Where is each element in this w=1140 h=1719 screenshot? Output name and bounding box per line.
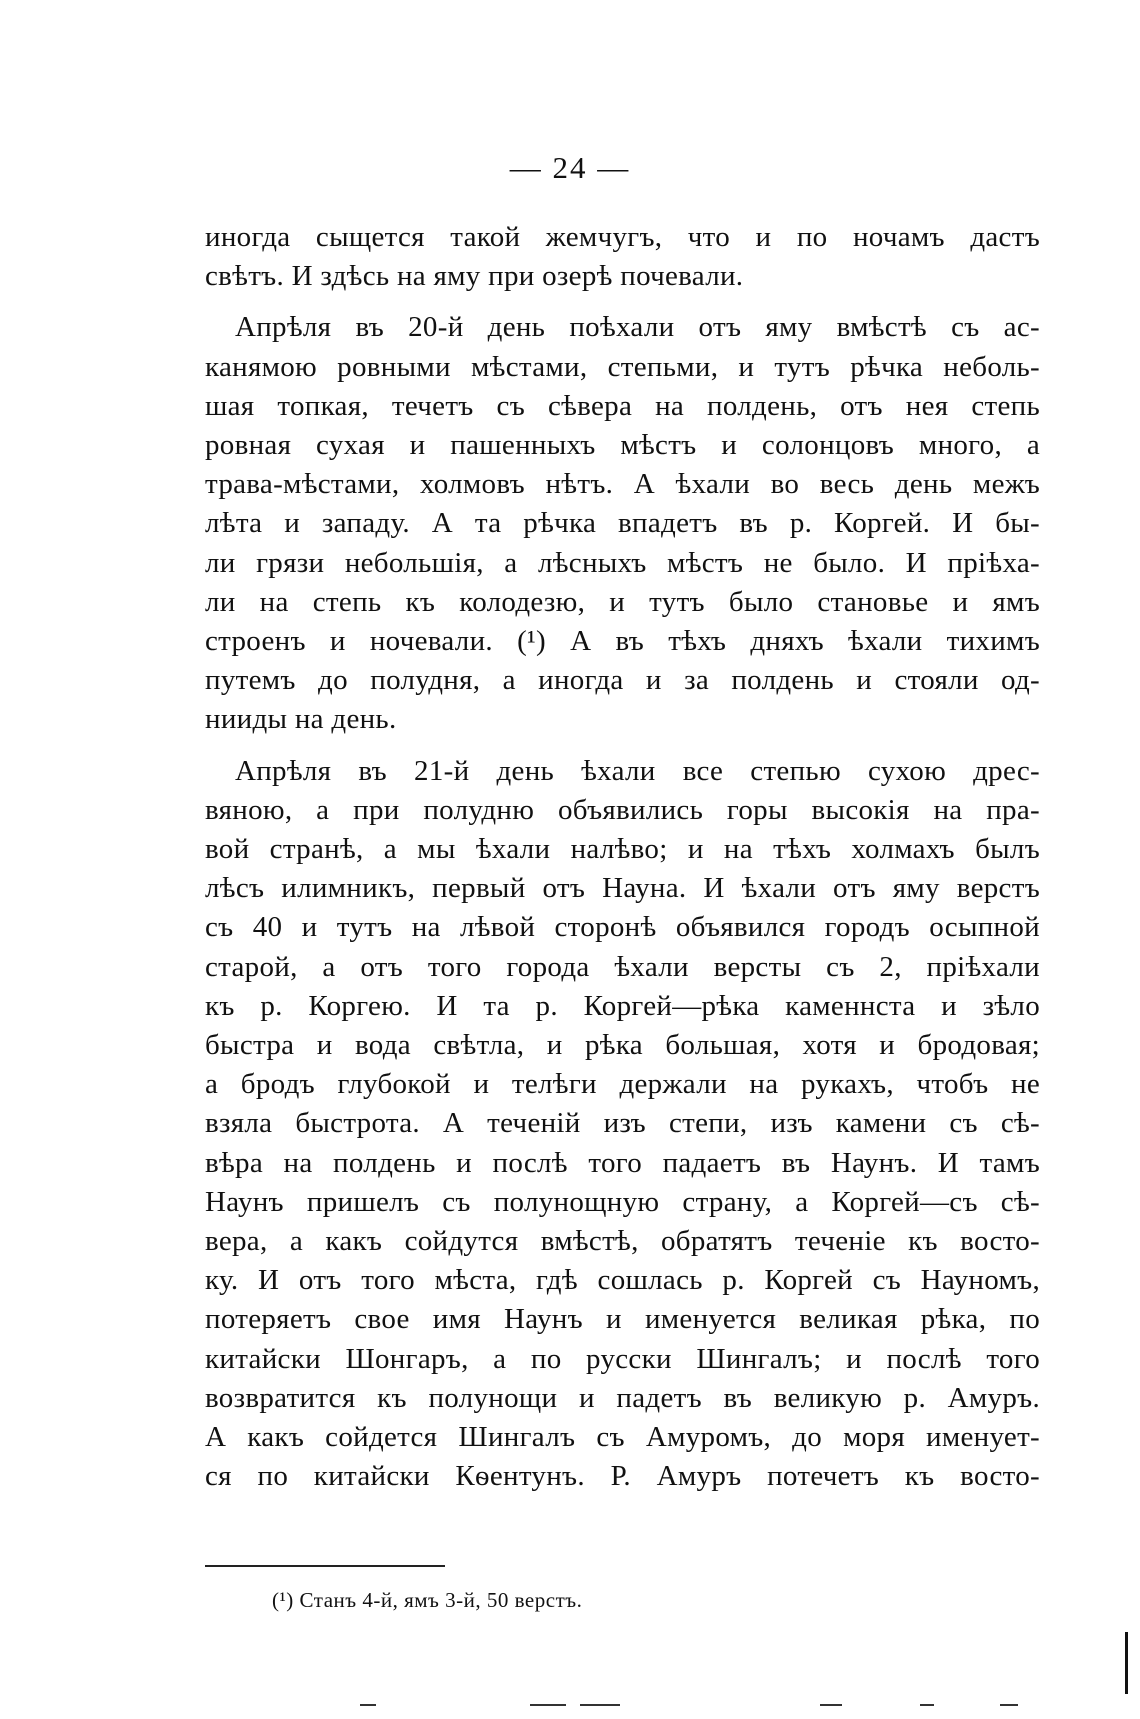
- text-line: взяла быстрота. А теченій изъ степи, изъ камени съ сѣ-: [205, 1107, 1040, 1140]
- text-line: къ р. Коргею. И та р. Коргей—рѣка каменнста и зѣло: [205, 989, 1040, 1022]
- text-line: потеряетъ свое имя Наунъ и именуется великая рѣка, по: [205, 1303, 1040, 1336]
- text-line: Апрѣля въ 21-й день ѣхали все степью сухою дрес-: [235, 754, 1040, 787]
- paragraph-3: [205, 752, 1040, 1497]
- text-line: старой, а отъ того города ѣхали версты съ 2, пріѣхали: [205, 950, 1040, 983]
- text-line: съ 40 и тутъ на лѣвой сторонѣ объявился городъ осыпной: [205, 911, 1040, 944]
- scan-dash: [580, 1704, 620, 1706]
- paragraph-1: [205, 218, 1040, 296]
- text-line: путемъ до полудня, а иногда и за полдень и стояли од-: [205, 664, 1040, 697]
- text-line: ся по китайски Кѳентунъ. Р. Амуръ потечетъ къ восто-: [205, 1460, 1040, 1493]
- text-line: свѣтъ. И здѣсь на яму при озерѣ почевали.: [205, 260, 744, 293]
- scan-dash: [530, 1704, 566, 1706]
- text-line: иногда сыщется такой жемчугъ, что и по ночамъ дастъ: [205, 221, 1040, 253]
- text-line: китайски Шонгаръ, а по русски Шингалъ; и послѣ того: [205, 1342, 1040, 1375]
- text-line: лѣта и западу. А та рѣчка впадетъ въ р. Коргей. И бы-: [205, 507, 1040, 540]
- text-line: Наунъ пришелъ съ полунощную страну, а Коргей—съ сѣ-: [205, 1185, 1040, 1218]
- scan-dash: [920, 1704, 934, 1706]
- text-line: а бродъ глубокой и телѣги держали на рукахъ, чтобъ не: [205, 1068, 1040, 1101]
- text-line: шая топкая, течетъ съ сѣвера на полдень, отъ нея степь: [205, 389, 1040, 422]
- body-text: [205, 218, 1040, 1497]
- text-line: вѣра на полдень и послѣ того падаетъ въ Наунъ. И тамъ: [205, 1146, 1040, 1179]
- text-line: лѣсъ илимникъ, первый отъ Науна. И ѣхали отъ яму верстъ: [205, 872, 1040, 905]
- footnote-divider: [205, 1565, 445, 1567]
- text-line: нииды на день.: [205, 703, 397, 736]
- scan-edge-mark: [1125, 1632, 1128, 1694]
- text-line: ли грязи небольшія, а лѣсныхъ мѣстъ не было. И пріѣха-: [205, 546, 1040, 579]
- text-line: вера, а какъ сойдутся вмѣстѣ, обратятъ теченіе къ восто-: [205, 1225, 1040, 1258]
- text-line: А какъ сойдется Шингалъ съ Амуромъ, до моря именует-: [205, 1421, 1040, 1454]
- text-line: строенъ и ночевали. (¹) А въ тѣхъ дняхъ ѣхали тихимъ: [205, 625, 1040, 658]
- scan-dash: [820, 1704, 842, 1706]
- text-line: ку. И отъ того мѣста, гдѣ сошлась р. Коргей съ Науномъ,: [205, 1264, 1040, 1297]
- text-line: быстра и вода свѣтла, и рѣка большая, хотя и бродовая;: [205, 1029, 1040, 1062]
- text-line: ли на степь къ колодезю, и тутъ было становье и ямъ: [205, 585, 1040, 618]
- page-number: — 24 —: [509, 150, 631, 185]
- text-line: возвратится къ полунощи и падетъ въ великую р. Амуръ.: [205, 1381, 1040, 1414]
- scan-dash: [1000, 1704, 1018, 1706]
- scan-dash: [360, 1704, 376, 1706]
- text-line: вяною, а при полудню объявились горы высокія на пра-: [205, 793, 1040, 826]
- text-line: канямою ровными мѣстами, степьми, и тутъ рѣчка неболь-: [205, 350, 1040, 383]
- text-line: вой странѣ, а мы ѣхали налѣво; и на тѣхъ холмахъ былъ: [205, 833, 1040, 866]
- text-line: Апрѣля въ 20-й день поѣхали отъ яму вмѣстѣ съ ас-: [235, 311, 1040, 344]
- paragraph-2: [205, 308, 1040, 739]
- text-line: ровная сухая и пашенныхъ мѣстъ и солонцовъ много, а: [205, 429, 1040, 462]
- text-line: трава-мѣстами, холмовъ нѣтъ. А ѣхали во весь день межъ: [205, 468, 1040, 501]
- footnote: (¹) Станъ 4-й, ямъ 3-й, 50 верстъ.: [272, 1588, 583, 1612]
